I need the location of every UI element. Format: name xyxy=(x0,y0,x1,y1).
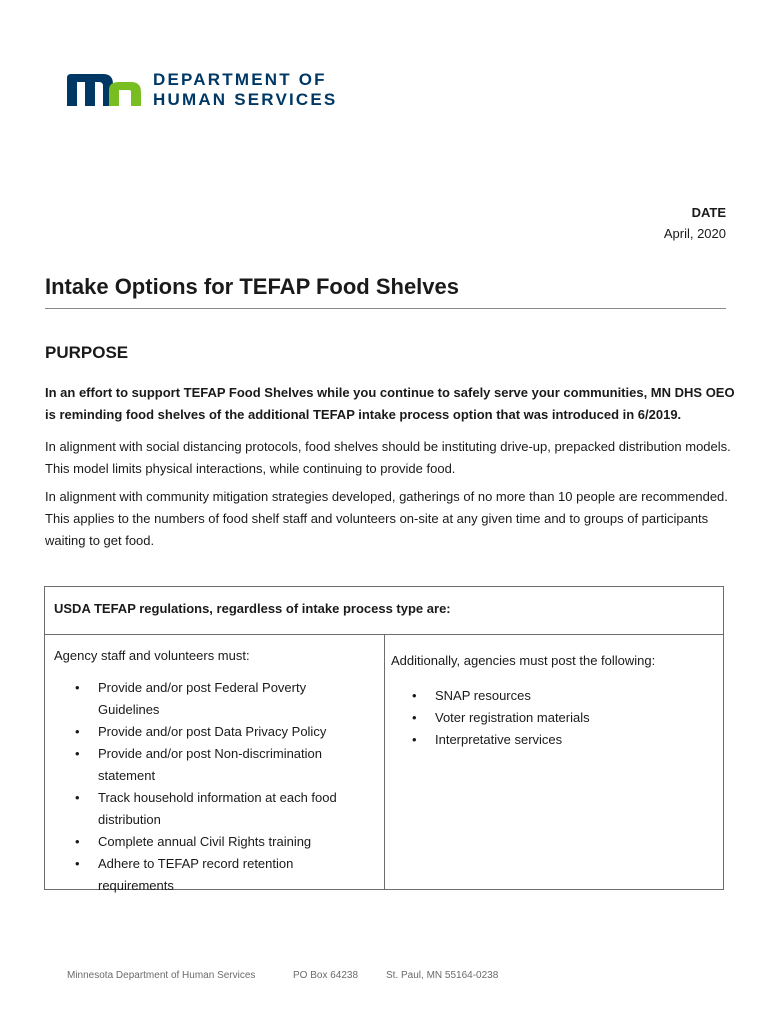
bullet-icon: • xyxy=(75,724,80,739)
list-item xyxy=(391,707,723,729)
purpose-paragraph-2: In alignment with community mitigation strategies developed, gatherings of no more than 10 people are recommended. This applies to the numbers of food shelf staff and volunteers on-site at any given time and to groups of participants waiting to get food. xyxy=(45,489,728,548)
list-item xyxy=(54,721,364,743)
list-item-text: Provide and/or post Data Privacy Policy xyxy=(98,724,327,739)
date-label: DATE xyxy=(691,205,726,220)
dhs-logo xyxy=(67,70,337,110)
list-item xyxy=(391,729,723,751)
list-item xyxy=(54,853,364,897)
date-block xyxy=(664,202,726,244)
purpose-paragraph-1: In alignment with social distancing protocols, food shelves should be instituting drive-up, prepacked distribution models. This model limits physical interactions, while continuing to provide food. xyxy=(45,439,731,476)
regulations-heading: USDA TEFAP regulations, regardless of intake process type are: xyxy=(45,587,723,635)
footer-po-box: PO Box 64238 xyxy=(293,970,359,981)
bullet-icon: • xyxy=(412,710,417,725)
posting-requirements-cell xyxy=(385,635,723,889)
footer-city: St. Paul, MN 55164-0238 xyxy=(386,970,499,981)
list-item xyxy=(391,685,723,707)
staff-requirements-list xyxy=(54,677,364,897)
logo-line-2: HUMAN SERVICES xyxy=(153,90,338,109)
bullet-icon: • xyxy=(75,856,80,871)
bullet-icon: • xyxy=(75,790,80,805)
posting-requirements-intro: Additionally, agencies must post the following: xyxy=(391,653,656,668)
bullet-icon: • xyxy=(412,688,417,703)
list-item xyxy=(54,743,364,787)
title-divider xyxy=(45,308,726,309)
staff-requirements-intro: Agency staff and volunteers must: xyxy=(54,648,250,663)
logo-wordmark xyxy=(153,70,337,110)
list-item-text: Interpretative services xyxy=(435,732,563,747)
page-title: Intake Options for TEFAP Food Shelves xyxy=(45,274,459,299)
regulations-table xyxy=(44,586,724,893)
posting-requirements-list xyxy=(391,685,723,751)
list-item-text: Complete annual Civil Rights training xyxy=(98,834,312,849)
list-item-text: SNAP resources xyxy=(435,688,531,703)
list-item xyxy=(54,831,364,853)
bullet-icon: • xyxy=(75,680,80,695)
staff-requirements-cell xyxy=(45,635,385,893)
list-item xyxy=(54,677,364,721)
bullet-icon: • xyxy=(75,746,80,761)
list-item-text: Track household information at each food distribution xyxy=(98,790,337,827)
purpose-heading: PURPOSE xyxy=(45,343,129,362)
list-item xyxy=(54,787,364,831)
bullet-icon: • xyxy=(75,834,80,849)
purpose-bold-paragraph: In an effort to support TEFAP Food Shelves while you continue to safely serve your communities, MN DHS OEO is reminding food shelves of the additional TEFAP intake process option that was introduced in 6/2019. xyxy=(45,385,735,422)
footer-org: Minnesota Department of Human Services xyxy=(67,970,256,981)
list-item-text: Provide and/or post Federal Poverty Guidelines xyxy=(98,680,307,717)
list-item-text: Provide and/or post Non-discrimination statement xyxy=(98,746,322,783)
list-item-text: Voter registration materials xyxy=(435,710,590,725)
date-value: April, 2020 xyxy=(663,226,726,241)
list-item-text: Adhere to TEFAP record retention requirements xyxy=(98,856,294,893)
logo-line-1: DEPARTMENT OF xyxy=(153,70,327,89)
mn-logo-icon xyxy=(67,70,143,110)
bullet-icon: • xyxy=(412,732,417,747)
